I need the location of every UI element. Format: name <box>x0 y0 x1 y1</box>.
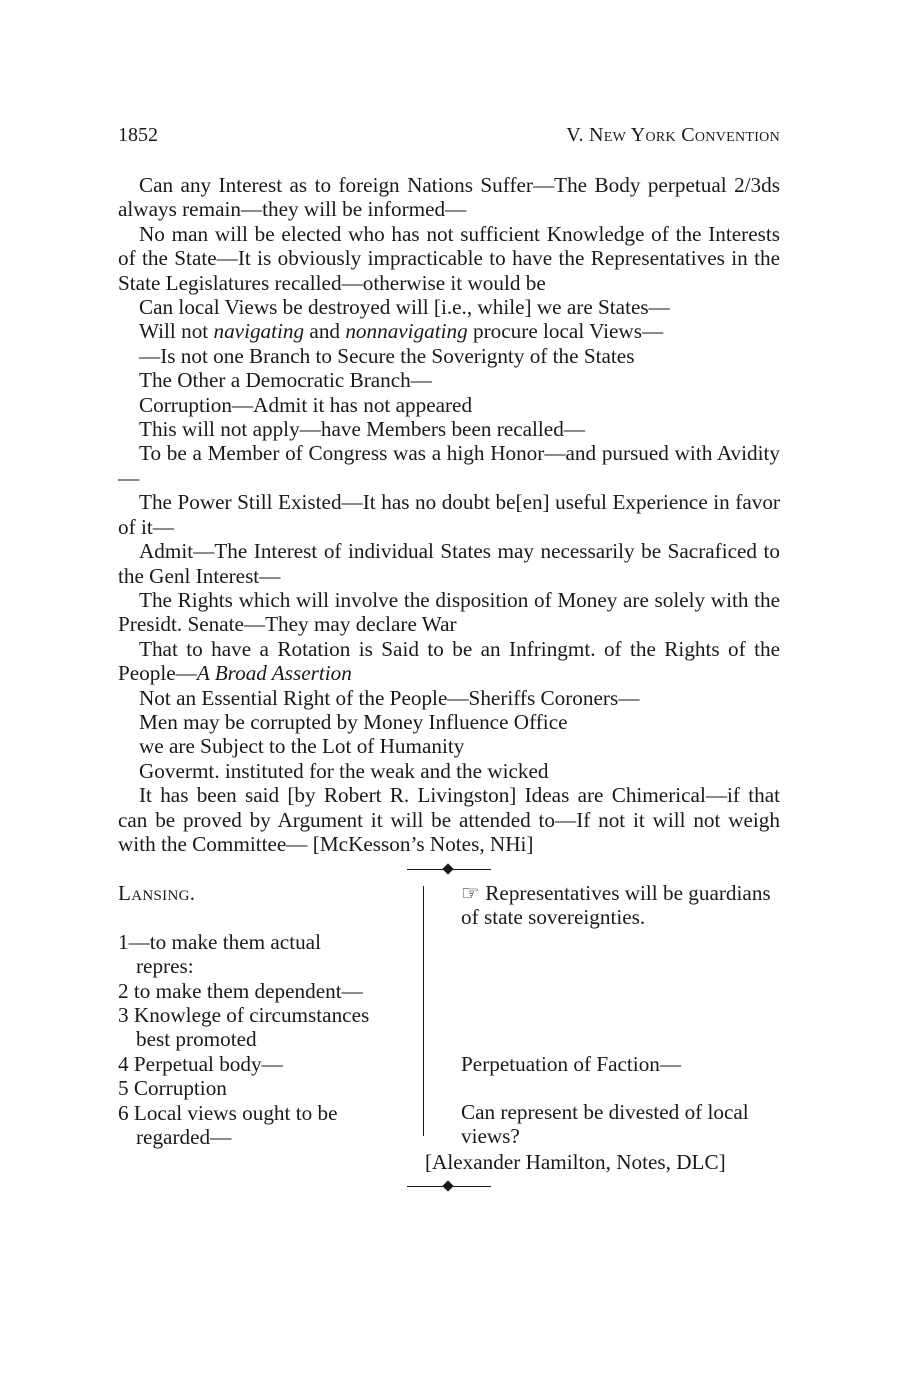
mckesson-notes <box>118 173 780 856</box>
diamond-icon <box>442 1180 453 1191</box>
list-item <box>118 1003 408 1052</box>
paragraph: The Other a Democratic Branch— <box>139 368 432 393</box>
paragraph: Men may be corrupted by Money Influence Office <box>139 709 568 734</box>
item-continuation: regarded— <box>136 1125 232 1150</box>
item-continuation: best promoted <box>136 1027 257 1052</box>
paragraph: Admit—The Interest of individual States may necessarily be Sacraficed to the Genl Interest— <box>118 539 780 588</box>
paragraph: Corruption—Admit it has not appeared <box>139 392 473 417</box>
paragraph: To be a Member of Congress was a high Honor—and pursued with Avidity— <box>118 441 780 490</box>
rotation-paragraph <box>118 637 780 686</box>
paragraph: No man will be elected who has not sufficient Knowledge of the Interests of the State—It is obviously impracticable to have the Representatives in the State Legislatures recalled—otherwise it would be <box>118 221 780 295</box>
paragraph: The Power Still Existed—It has no doubt be[en] useful Experience in favor of it— <box>118 490 780 539</box>
paragraph: It has been said [by Robert R. Livingston] Ideas are Chimerical—if that can be proved by Argument it will be attended to—If not it will not weigh with the Committee— [McKesson’s Notes, NHi] <box>118 783 780 856</box>
section-ornament <box>407 1181 491 1193</box>
note-text: Representatives will be guardians of state sovereignties. <box>461 881 771 930</box>
right-note-representatives <box>461 881 780 930</box>
diamond-icon <box>442 863 453 874</box>
item-line: 6 Local views ought to be <box>118 1100 338 1125</box>
text-run: That to have a Rotation is Said to be an Infringmt. of the Rights of the People— <box>118 636 780 686</box>
running-head: V. New York Convention <box>566 124 780 146</box>
list-item <box>118 930 408 979</box>
paragraph: The Rights which will involve the disposition of Money are solely with the Presidt. Senate—They may declare War <box>118 587 780 637</box>
text-run: procure local Views— <box>473 319 664 344</box>
paragraph: This will not apply—have Members been recalled— <box>139 417 585 442</box>
source-credit: [Alexander Hamilton, Notes, DLC] <box>425 1150 726 1174</box>
paragraph: Not an Essential Right of the People—Sheriffs Coroners— <box>139 685 640 710</box>
item-line: 3 Knowlege of circumstances <box>118 1003 370 1028</box>
paragraph: —Is not one Branch to Secure the Soverignty of the States <box>139 343 635 368</box>
navigating-paragraph <box>118 319 780 343</box>
paragraph: Govermt. instituted for the weak and the wicked <box>139 758 549 783</box>
right-note-local-views: Can represent be divested of local views? <box>461 1100 749 1149</box>
italic-aside: A Broad Assertion <box>196 661 352 686</box>
paragraph: Can any Interest as to foreign Nations Suffer—The Body perpetual 2/3ds always remain—they will be informed— <box>118 173 780 222</box>
item-continuation: repres: <box>136 954 194 979</box>
right-note-faction: Perpetuation of Faction— <box>461 1052 682 1076</box>
item-line: 4 Perpetual body— <box>118 1051 283 1076</box>
pointing-hand-icon: ☞ <box>461 881 480 905</box>
lansing-heading: Lansing. <box>118 881 196 905</box>
list-item <box>118 1052 408 1076</box>
text-run: Will not <box>139 319 209 344</box>
list-item <box>118 1076 408 1100</box>
page-header <box>118 124 780 150</box>
italic-term: nonnavigating <box>345 319 468 344</box>
lansing-column <box>118 881 408 1149</box>
paragraph: Can local Views be destroyed will [i.e., while] we are States— <box>139 295 670 320</box>
item-line: 1—to make them actual <box>118 929 321 954</box>
paragraph: we are Subject to the Lot of Humanity <box>139 734 465 759</box>
item-line: 2 to make them dependent— <box>118 978 363 1003</box>
page-number: 1852 <box>118 124 158 146</box>
list-item <box>118 1101 408 1150</box>
list-item <box>118 979 408 1003</box>
text-run: and <box>309 319 341 344</box>
item-line: 5 Corruption <box>118 1076 227 1101</box>
column-divider <box>423 886 424 1136</box>
section-ornament <box>407 864 491 876</box>
italic-term: navigating <box>213 319 305 344</box>
